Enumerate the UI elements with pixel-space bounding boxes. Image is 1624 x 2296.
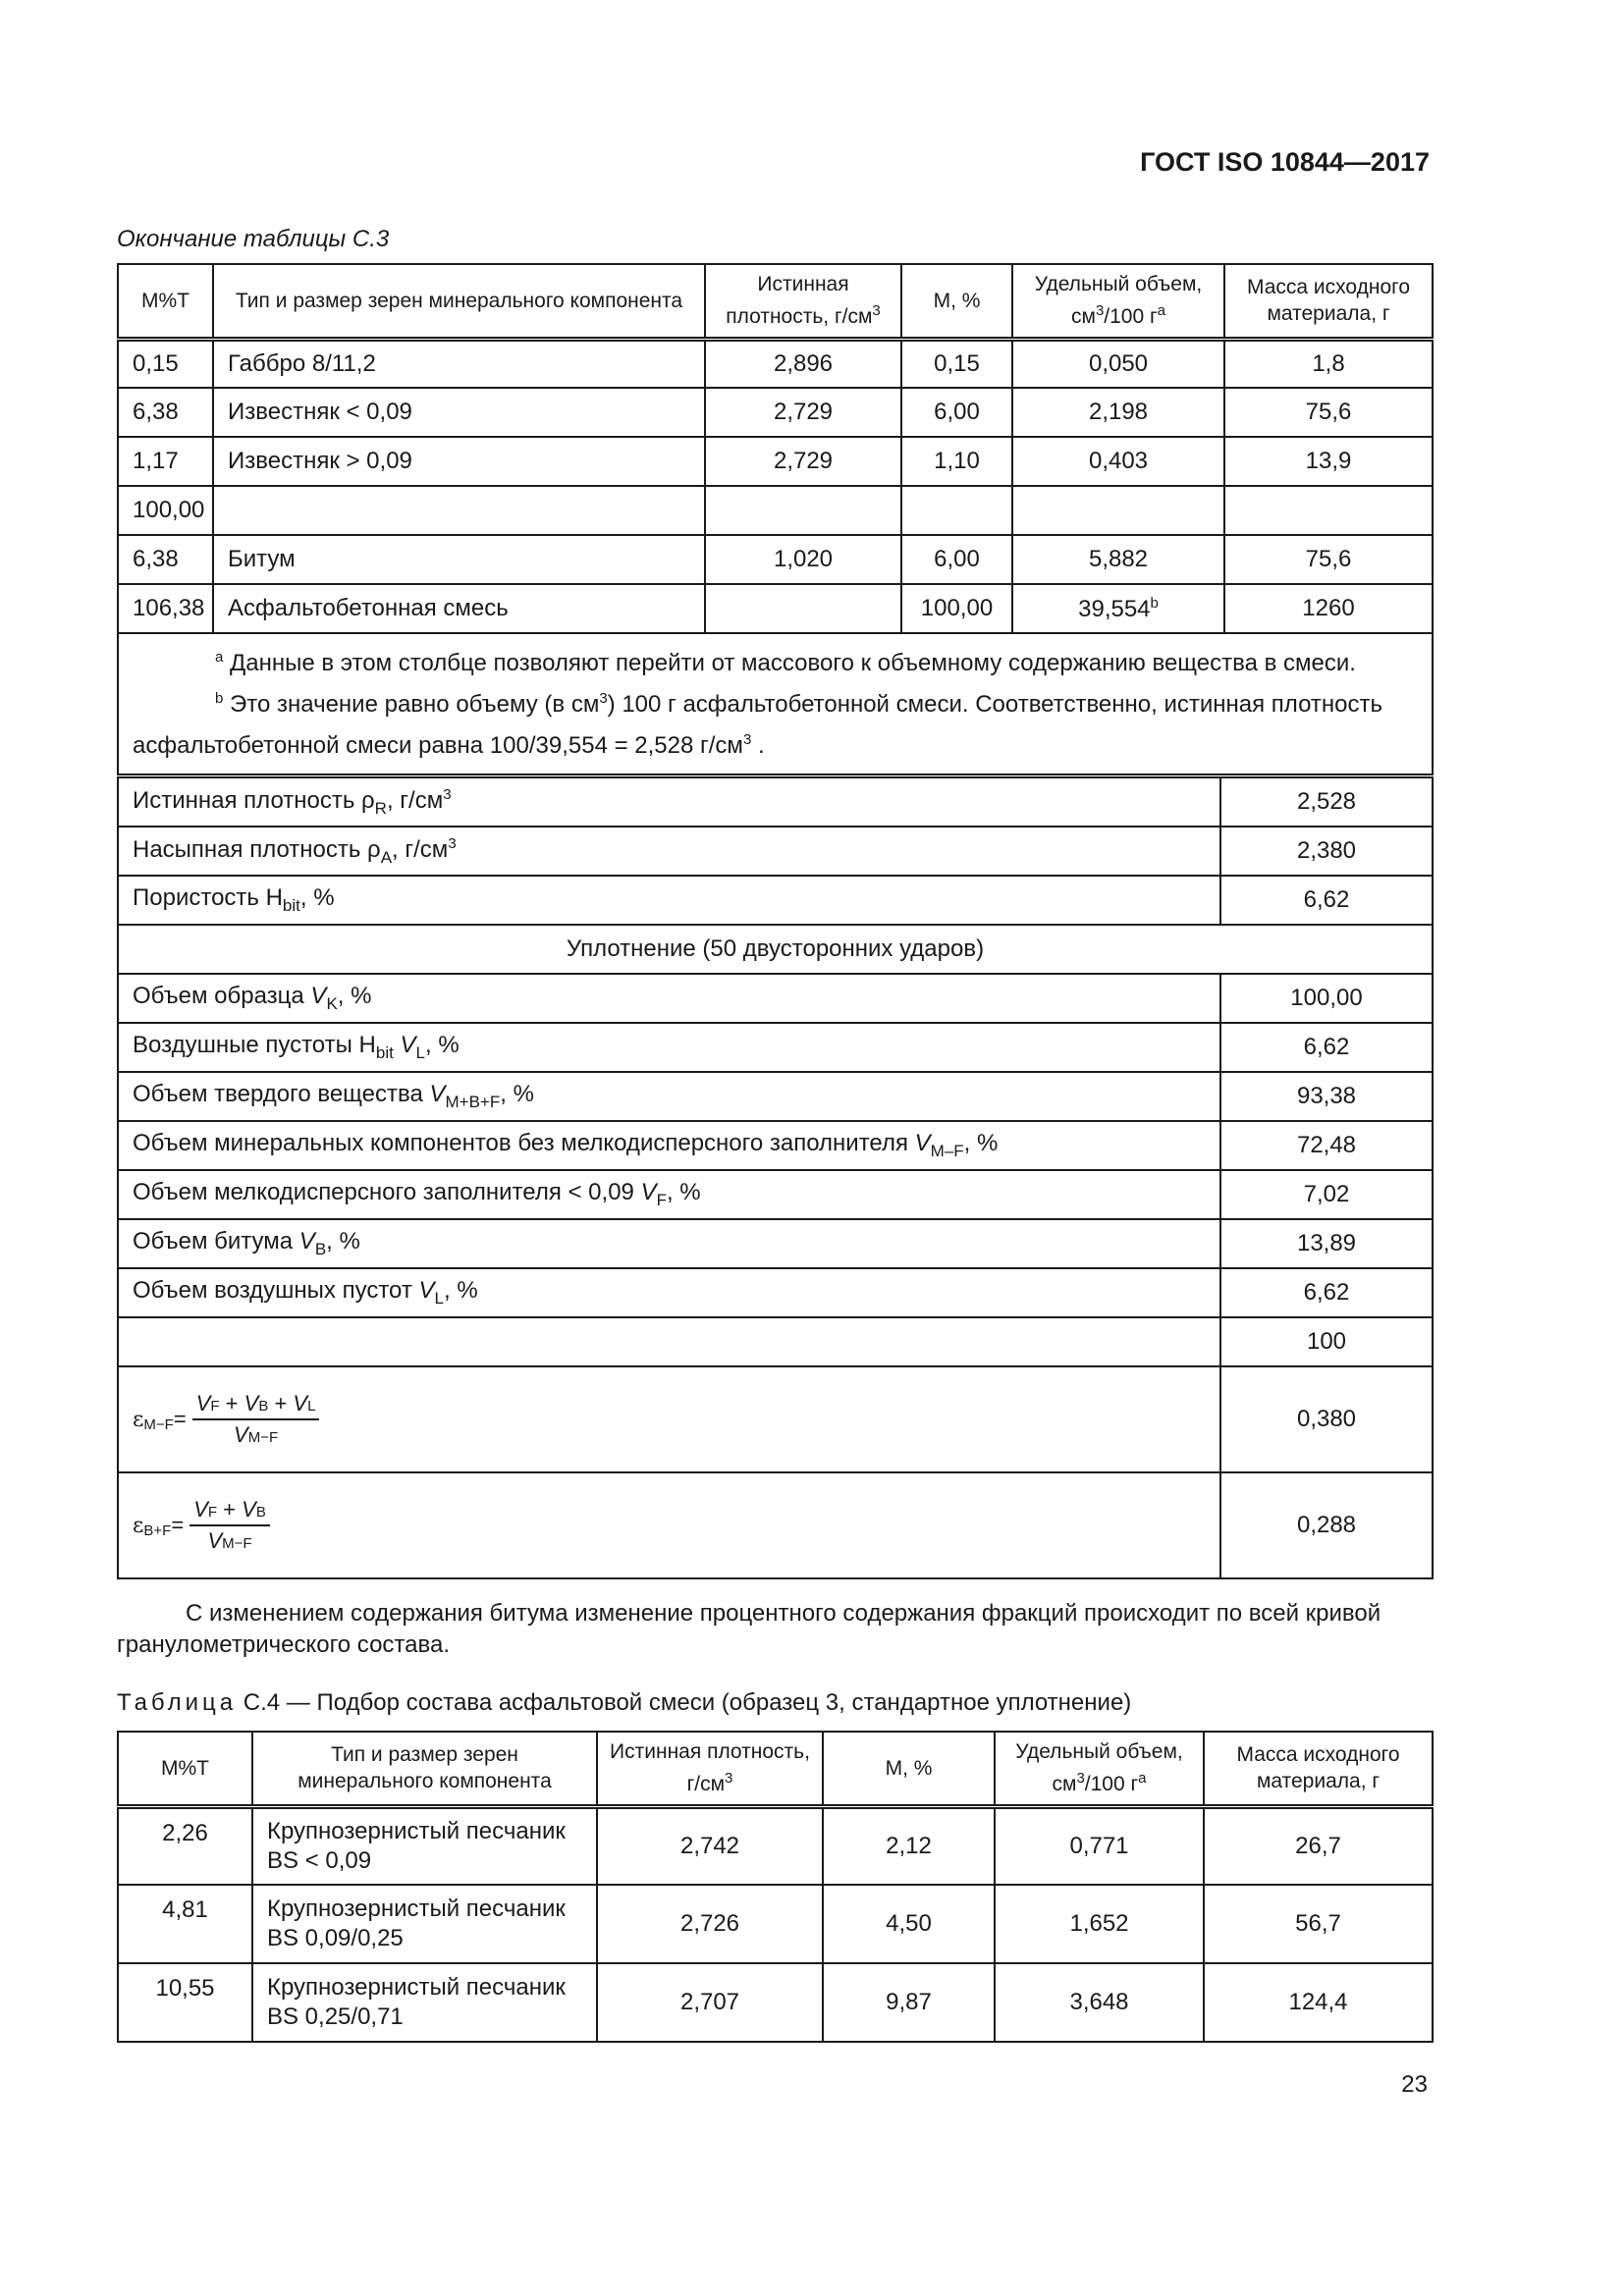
cell-density: 2,707: [597, 1963, 823, 2042]
property-label: Воздушные пустоты $H_{bit}$ $V_L$, %: [118, 1023, 1220, 1072]
cell-mass: 1,8: [1224, 339, 1433, 388]
cell-volume: 39,554$^b$: [1012, 584, 1224, 633]
formula-value: 0,380: [1220, 1366, 1433, 1472]
cell-mt: 100,00: [118, 486, 213, 535]
cell-mt: 6,38: [118, 388, 213, 437]
col-header-mt: М%Т: [118, 264, 213, 339]
cell-type: Асфальтобетонная смесь: [213, 584, 705, 633]
table-row: [118, 1072, 1433, 1121]
table-header-row: [118, 1732, 1433, 1806]
property-value: 13,89: [1220, 1219, 1433, 1268]
formula-row: [118, 1472, 1433, 1578]
formula-value: 0,288: [1220, 1472, 1433, 1578]
cell-m: 6,00: [901, 535, 1012, 584]
cell-mt: 6,38: [118, 535, 213, 584]
cell-mass: [1224, 486, 1433, 535]
cell-mass: 124,4: [1204, 1963, 1433, 2042]
cell-density: [705, 486, 901, 535]
table-row: [118, 777, 1433, 827]
property-label: Объем образца $V_K$, %: [118, 974, 1220, 1023]
table-row: [118, 584, 1433, 633]
col-header-density: Истинная плотность, $г/см^3$: [597, 1732, 823, 1806]
document-standard-header: ГОСТ ISO 10844—2017: [1140, 147, 1430, 177]
property-value: 93,38: [1220, 1072, 1433, 1121]
cell-volume: 2,198: [1012, 388, 1224, 437]
body-paragraph: С изменением содержания битума изменение процентного содержания фракций происходит по всей кривой гранулометрического состава.: [117, 1600, 1381, 1658]
cell-m: 1,10: [901, 437, 1012, 486]
property-label: Насыпная плотность $\rho_A$, $г/см^3$: [118, 827, 1220, 876]
cell-volume: 0,050: [1012, 339, 1224, 388]
table-caption: Окончание таблицы С.3: [117, 226, 390, 252]
cell-volume: 1,652: [995, 1885, 1204, 1963]
cell-density: 2,742: [597, 1806, 823, 1885]
cell-mt: 106,38: [118, 584, 213, 633]
property-value: 100,00: [1220, 974, 1433, 1023]
formula-row: [118, 1366, 1433, 1472]
table-row: [118, 437, 1433, 486]
col-header-mass: Масса исходного материала, г: [1204, 1732, 1433, 1806]
cell-type: [213, 486, 705, 535]
col-header-mt: М%Т: [118, 1732, 252, 1806]
col-header-density: Истинная плотность, $г/см^3$: [705, 264, 901, 339]
cell-density: [705, 584, 901, 633]
col-header-type: Тип и размер зерен минерального компонента: [252, 1732, 597, 1806]
cell-mt: 4,81: [118, 1885, 252, 1963]
table-caption: Таблица С.4 — Подбор состава асфальтовой смеси (образец 3, стандартное уплотнение): [117, 1689, 1132, 1716]
cell-m: 6,00: [901, 388, 1012, 437]
cell-mass: 1260: [1224, 584, 1433, 633]
property-value: 2,528: [1220, 777, 1433, 827]
col-header-m: М, %: [823, 1732, 995, 1806]
cell-mass: 26,7: [1204, 1806, 1433, 1885]
cell-type: Известняк < 0,09: [213, 388, 705, 437]
cell-volume: 3,648: [995, 1963, 1204, 2042]
cell-mt: 2,26: [118, 1806, 252, 1885]
cell-type: Битум: [213, 535, 705, 584]
table-row: [118, 1219, 1433, 1268]
footnote-a: $^a$ Данные в этом столбце позволяют перейти от массового к объемному содержанию вещества в смеси.: [215, 649, 1356, 676]
cell-type: Известняк > 0,09: [213, 437, 705, 486]
cell-density: 2,726: [597, 1885, 823, 1963]
col-header-volume: Удельный объем, $см^3/100$ $г^a$: [1012, 264, 1224, 339]
cell-type: Габбро 8/11,2: [213, 339, 705, 388]
table-row: [118, 1885, 1433, 1963]
table-footnotes: [118, 633, 1433, 774]
table-row: [118, 339, 1433, 388]
property-label: Пористость $H_{bit}$, %: [118, 876, 1220, 925]
cell-m: [901, 486, 1012, 535]
cell-volume: [1012, 486, 1224, 535]
table-row: [118, 1963, 1433, 2042]
cell-type: Крупнозернистый песчаник BS 0,25/0,71: [252, 1963, 597, 2042]
table-header-row: [118, 264, 1433, 339]
footnotes-cell: [118, 633, 1433, 774]
table-row: [118, 1268, 1433, 1317]
formula-eps-mf: ε M−F = $\frac{VF + VB + VL}{VM-F}$: [118, 1366, 1220, 1472]
cell-mt: 10,55: [118, 1963, 252, 2042]
table-row: [118, 827, 1433, 876]
property-label: Объем воздушных пустот $V_L$, %: [118, 1268, 1220, 1317]
cell-density: 2,729: [705, 388, 901, 437]
cell-density: 2,896: [705, 339, 901, 388]
table-row: [118, 388, 1433, 437]
table-row: [118, 1023, 1433, 1072]
property-label: Объем твердого вещества $V_{M+B+F}$, %: [118, 1072, 1220, 1121]
col-header-m: М, %: [901, 264, 1012, 339]
table-row: [118, 1121, 1433, 1170]
table-row: [118, 1806, 1433, 1885]
property-label: Объем мелкодисперсного заполнителя < 0,09 $V_F$, %: [118, 1170, 1220, 1219]
table-row: [118, 535, 1433, 584]
cell-volume: 5,882: [1012, 535, 1224, 584]
table-row: [118, 1317, 1433, 1366]
cell-density: 1,020: [705, 535, 901, 584]
col-header-type: Тип и размер зерен минерального компонента: [213, 264, 705, 339]
footnote-b: $^b$ Это значение равно объему (в $см^3$) 100 г асфальтобетонной смеси. Соответственно, истинная плотность асфальтобетонной смеси равна 100/39,554 = 2,528 $г/см^3$ .: [133, 690, 1382, 759]
property-value: 7,02: [1220, 1170, 1433, 1219]
cell-density: 2,729: [705, 437, 901, 486]
cell-mass: 75,6: [1224, 535, 1433, 584]
table-row: [118, 974, 1433, 1023]
cell-mass: 75,6: [1224, 388, 1433, 437]
property-value: 72,48: [1220, 1121, 1433, 1170]
empty-label: [118, 1317, 1220, 1366]
col-header-volume: Удельный объем, $см^3/100$ $г^a$: [995, 1732, 1204, 1806]
formula-eps-bf: ε B+F = $\frac{VF + VB}{VM-F}$: [118, 1472, 1220, 1578]
cell-type: Крупнозернистый песчаник BS 0,09/0,25: [252, 1885, 597, 1963]
cell-m: 0,15: [901, 339, 1012, 388]
cell-type: Крупнозернистый песчаник BS < 0,09: [252, 1806, 597, 1885]
property-value: 6,62: [1220, 1268, 1433, 1317]
cell-mass: 56,7: [1204, 1885, 1433, 1963]
property-label: Истинная плотность $\rho_R$, $г/см^3$: [118, 777, 1220, 827]
cell-mt: 0,15: [118, 339, 213, 388]
page-number: 23: [1401, 2071, 1428, 2098]
table-row: [118, 876, 1433, 925]
cell-volume: 0,771: [995, 1806, 1204, 1885]
col-header-mass: Масса исходного материала, г: [1224, 264, 1433, 339]
property-value: 2,380: [1220, 827, 1433, 876]
cell-volume: 0,403: [1012, 437, 1224, 486]
properties-table: [117, 776, 1434, 1579]
compaction-section-title: Уплотнение (50 двусторонних ударов): [118, 925, 1433, 974]
table-c4: [117, 1731, 1434, 2043]
cell-m: 2,12: [823, 1806, 995, 1885]
cell-mt: 1,17: [118, 437, 213, 486]
cell-m: 100,00: [901, 584, 1012, 633]
cell-m: 9,87: [823, 1963, 995, 2042]
property-label: Объем минеральных компонентов без мелкодисперсного заполнителя $V_{M-F}$, %: [118, 1121, 1220, 1170]
table-row: [118, 1170, 1433, 1219]
cell-m: 4,50: [823, 1885, 995, 1963]
property-value: 6,62: [1220, 876, 1433, 925]
property-label: Объем битума $V_B$, %: [118, 1219, 1220, 1268]
cell-mass: 13,9: [1224, 437, 1433, 486]
property-value: 6,62: [1220, 1023, 1433, 1072]
table-row: [118, 486, 1433, 535]
table-c3-end: [117, 263, 1434, 775]
total-value: 100: [1220, 1317, 1433, 1366]
section-row: [118, 925, 1433, 974]
